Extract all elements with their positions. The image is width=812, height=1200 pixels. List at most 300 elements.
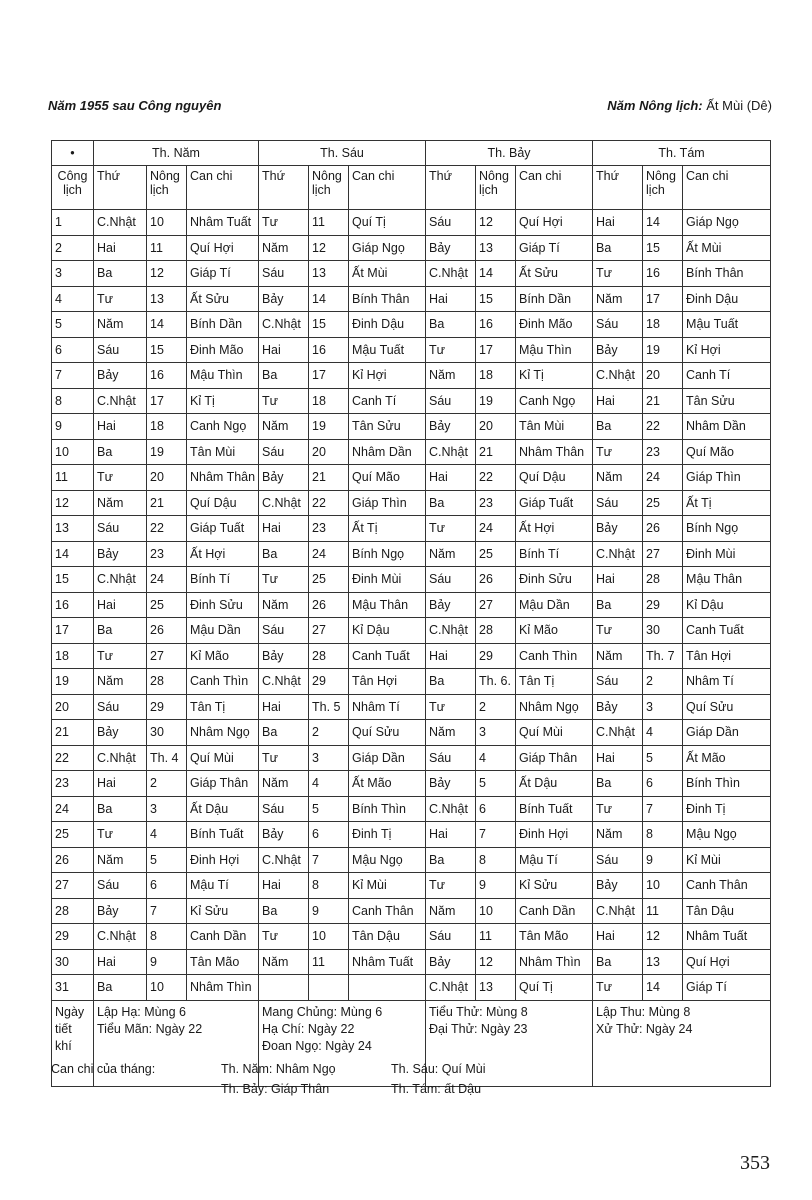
day-row <box>52 465 771 491</box>
weekday-cell: C.Nhật <box>593 363 643 389</box>
weekday-cell: Ba <box>259 541 309 567</box>
lunar-day-cell: 23 <box>643 439 683 465</box>
lunar-day-cell: 26 <box>147 618 187 644</box>
solar-day-cell: 6 <box>52 337 94 363</box>
lunar-day-cell: 29 <box>309 669 349 695</box>
lunar-day-cell: 3 <box>476 720 516 746</box>
day-row <box>52 567 771 593</box>
lunar-day-cell: 3 <box>309 745 349 771</box>
day-row <box>52 975 771 1001</box>
weekday-cell: Bảy <box>593 516 643 542</box>
lunar-day-cell: 23 <box>476 490 516 516</box>
canchi-cell: Tân Mùi <box>187 439 259 465</box>
month-header: Th. Tám <box>593 141 771 166</box>
solar-day-cell: 15 <box>52 567 94 593</box>
lunar-day-cell: 23 <box>309 516 349 542</box>
weekday-cell: Ba <box>94 796 147 822</box>
lunar-day-cell: 13 <box>476 235 516 261</box>
canchi-cell: Giáp Thìn <box>349 490 426 516</box>
canchi-cell: Kỉ Tị <box>516 363 593 389</box>
canchi-cell: Bính Dần <box>187 312 259 338</box>
lunar-day-cell: 10 <box>476 898 516 924</box>
col-header-lunar: Nông lịch <box>309 166 349 210</box>
weekday-cell: C.Nhật <box>94 210 147 236</box>
weekday-cell: Tư <box>94 822 147 848</box>
weekday-cell: Bảy <box>593 873 643 899</box>
canchi-cell: Bính Ngọ <box>683 516 771 542</box>
lunar-day-cell: 11 <box>309 949 349 975</box>
weekday-cell: Bảy <box>426 949 476 975</box>
col-header-weekday: Thứ <box>593 166 643 210</box>
page-number: 353 <box>740 1152 770 1174</box>
lunar-day-cell <box>309 975 349 1001</box>
lunar-day-cell: 28 <box>643 567 683 593</box>
weekday-cell: Năm <box>259 235 309 261</box>
solar-day-cell: 10 <box>52 439 94 465</box>
canchi-cell: Giáp Tuất <box>187 516 259 542</box>
canchi-cell: Bính Thân <box>683 261 771 287</box>
weekday-cell: Sáu <box>259 439 309 465</box>
weekday-cell: Năm <box>593 643 643 669</box>
day-row <box>52 949 771 975</box>
weekday-cell: Bảy <box>94 898 147 924</box>
month-header: Th. Sáu <box>259 141 426 166</box>
canchi-cell: Canh Thìn <box>187 669 259 695</box>
weekday-cell: Năm <box>94 847 147 873</box>
canchi-cell: Kỉ Hợi <box>683 337 771 363</box>
lunar-day-cell: 5 <box>147 847 187 873</box>
weekday-cell: Năm <box>94 669 147 695</box>
page-header <box>48 98 772 120</box>
canchi-cell: Giáp Dần <box>349 745 426 771</box>
weekday-cell <box>259 975 309 1001</box>
caption-item: Th. Năm: Nhâm Ngọ <box>221 1062 336 1076</box>
month-header: Th. Năm <box>94 141 259 166</box>
day-row <box>52 720 771 746</box>
lunar-day-cell: 10 <box>147 975 187 1001</box>
solar-term: Xử Thử: Ngày 24 <box>596 1021 693 1036</box>
month-header: Th. Bảy <box>426 141 593 166</box>
lunar-day-cell: 5 <box>643 745 683 771</box>
lunar-day-cell: Th. 4 <box>147 745 187 771</box>
solar-term: Mang Chủng: Mùng 6 <box>262 1004 383 1019</box>
solar-day-cell: 17 <box>52 618 94 644</box>
canchi-cell: Ất Mùi <box>683 235 771 261</box>
day-row <box>52 873 771 899</box>
solar-day-cell: 28 <box>52 898 94 924</box>
weekday-cell: Năm <box>426 898 476 924</box>
solar-term: Tiểu Thử: Mùng 8 <box>429 1004 528 1019</box>
weekday-cell: C.Nhật <box>426 975 476 1001</box>
lunar-day-cell: Th. 5 <box>309 694 349 720</box>
day-row <box>52 388 771 414</box>
solar-day-cell: 20 <box>52 694 94 720</box>
weekday-cell: Ba <box>94 439 147 465</box>
weekday-cell: Hai <box>259 516 309 542</box>
canchi-cell: Tân Dậu <box>349 924 426 950</box>
lunar-day-cell: 27 <box>147 643 187 669</box>
canchi-cell: Canh Dần <box>187 924 259 950</box>
weekday-cell: Bảy <box>259 643 309 669</box>
canchi-cell: Mậu Ngọ <box>349 847 426 873</box>
weekday-cell: Hai <box>593 745 643 771</box>
canchi-cell: Kỉ Hợi <box>349 363 426 389</box>
month-header-row <box>52 141 771 166</box>
lunar-day-cell: 12 <box>643 924 683 950</box>
weekday-cell: Ba <box>426 847 476 873</box>
caption-item: Th. Tám: ất Dậu <box>391 1082 482 1096</box>
canchi-cell: Bính Thân <box>349 286 426 312</box>
weekday-cell: Hai <box>593 388 643 414</box>
col-header-canchi: Can chi <box>349 166 426 210</box>
canchi-cell: Giáp Ngọ <box>349 235 426 261</box>
canchi-cell: Bính Ngọ <box>349 541 426 567</box>
canchi-cell: Mậu Dần <box>516 592 593 618</box>
weekday-cell: Ba <box>593 949 643 975</box>
solar-day-cell: 1 <box>52 210 94 236</box>
lunar-day-cell: 20 <box>643 363 683 389</box>
col-header-weekday: Thứ <box>94 166 147 210</box>
lunar-day-cell: 8 <box>643 822 683 848</box>
day-row <box>52 643 771 669</box>
canchi-cell: Ất Sửu <box>187 286 259 312</box>
lunar-day-cell: 10 <box>309 924 349 950</box>
canchi-cell: Quí Tị <box>516 975 593 1001</box>
weekday-cell: Tư <box>94 465 147 491</box>
weekday-cell: Hai <box>426 643 476 669</box>
caption-item: Th. Sáu: Quí Mùi <box>391 1062 486 1076</box>
lunar-day-cell: 8 <box>147 924 187 950</box>
lunar-day-cell: 6 <box>309 822 349 848</box>
canchi-cell: Nhâm Dần <box>683 414 771 440</box>
lunar-day-cell: 12 <box>147 261 187 287</box>
canchi-cell: Tân Hợi <box>683 643 771 669</box>
weekday-cell: Bảy <box>94 720 147 746</box>
solar-term: Đại Thử: Ngày 23 <box>429 1021 528 1036</box>
canchi-cell: Quí Dậu <box>187 490 259 516</box>
lunar-day-cell: 21 <box>476 439 516 465</box>
canchi-cell: Giáp Tuất <box>516 490 593 516</box>
lunar-day-cell: 7 <box>147 898 187 924</box>
solar-term: Hạ Chí: Ngày 22 <box>262 1021 355 1036</box>
col-header-solar: Công lịch <box>52 166 94 210</box>
weekday-cell: Ba <box>259 898 309 924</box>
lunar-day-cell: 27 <box>309 618 349 644</box>
canchi-cell: Giáp Thân <box>516 745 593 771</box>
lunar-day-cell: 7 <box>476 822 516 848</box>
lunar-day-cell: 16 <box>643 261 683 287</box>
canchi-cell: Mậu Tí <box>187 873 259 899</box>
solar-day-cell: 22 <box>52 745 94 771</box>
weekday-cell: Bảy <box>593 337 643 363</box>
lunar-day-cell: 14 <box>643 975 683 1001</box>
lunar-day-cell: 22 <box>309 490 349 516</box>
weekday-cell: Năm <box>426 541 476 567</box>
lunar-day-cell: 19 <box>476 388 516 414</box>
solar-day-cell: 19 <box>52 669 94 695</box>
solar-day-cell: 29 <box>52 924 94 950</box>
weekday-cell: Ba <box>426 490 476 516</box>
lunar-day-cell: 2 <box>476 694 516 720</box>
canchi-cell: Quí Hợi <box>187 235 259 261</box>
lunar-day-cell: 10 <box>643 873 683 899</box>
lunar-day-cell: 9 <box>147 949 187 975</box>
lunar-day-cell: 13 <box>476 975 516 1001</box>
col-header-canchi: Can chi <box>187 166 259 210</box>
canchi-cell: Canh Tuất <box>349 643 426 669</box>
weekday-cell: Sáu <box>426 210 476 236</box>
weekday-cell: Hai <box>426 822 476 848</box>
lunar-day-cell: 29 <box>147 694 187 720</box>
day-row <box>52 771 771 797</box>
canchi-cell: Quí Mùi <box>516 720 593 746</box>
lunar-day-cell: 29 <box>643 592 683 618</box>
weekday-cell: Hai <box>94 414 147 440</box>
weekday-cell: Ba <box>259 363 309 389</box>
canchi-cell: Bính Dần <box>516 286 593 312</box>
weekday-cell: Ba <box>259 720 309 746</box>
canchi-cell: Ất Mùi <box>349 261 426 287</box>
weekday-cell: Hai <box>426 465 476 491</box>
lunar-day-cell: 19 <box>147 439 187 465</box>
solar-day-cell: 4 <box>52 286 94 312</box>
day-row <box>52 796 771 822</box>
weekday-cell: Hai <box>259 873 309 899</box>
weekday-cell: Tư <box>259 745 309 771</box>
canchi-cell: Nhâm Tí <box>349 694 426 720</box>
lunar-day-cell: 30 <box>643 618 683 644</box>
canchi-cell: Canh Thân <box>683 873 771 899</box>
lunar-day-cell: 2 <box>309 720 349 746</box>
lunar-day-cell: 13 <box>147 286 187 312</box>
lunar-day-cell: 6 <box>147 873 187 899</box>
lunar-day-cell: 13 <box>309 261 349 287</box>
lunar-day-cell: 22 <box>147 516 187 542</box>
weekday-cell: Sáu <box>94 694 147 720</box>
lunar-day-cell: 17 <box>476 337 516 363</box>
lunar-day-cell: Th. 6. <box>476 669 516 695</box>
weekday-cell: Sáu <box>259 261 309 287</box>
weekday-cell: Hai <box>94 771 147 797</box>
day-row <box>52 618 771 644</box>
canchi-cell: Nhâm Tuất <box>187 210 259 236</box>
weekday-cell: Năm <box>259 771 309 797</box>
weekday-cell: C.Nhật <box>593 898 643 924</box>
canchi-cell: Tân Dậu <box>683 898 771 924</box>
weekday-cell: Sáu <box>259 796 309 822</box>
canchi-cell: Nhâm Thân <box>516 439 593 465</box>
day-row <box>52 822 771 848</box>
weekday-cell: Ba <box>94 618 147 644</box>
weekday-cell: Hai <box>94 949 147 975</box>
solar-term: Lập Thu: Mùng 8 <box>596 1004 691 1019</box>
canchi-cell: Mậu Thìn <box>516 337 593 363</box>
lunar-day-cell: 5 <box>476 771 516 797</box>
canchi-cell: Giáp Tí <box>516 235 593 261</box>
solar-day-cell: 16 <box>52 592 94 618</box>
caption-label: Can chi của tháng: <box>51 1062 156 1076</box>
col-header-lunar: Nông lịch <box>476 166 516 210</box>
weekday-cell: Sáu <box>593 847 643 873</box>
solar-day-cell: 27 <box>52 873 94 899</box>
lunar-day-cell: 2 <box>147 771 187 797</box>
canchi-cell: Giáp Tí <box>187 261 259 287</box>
lunar-day-cell: 3 <box>643 694 683 720</box>
canchi-cell: Kỉ Mão <box>516 618 593 644</box>
weekday-cell: Ba <box>593 592 643 618</box>
weekday-cell: Sáu <box>94 516 147 542</box>
canchi-cell: Quí Hợi <box>683 949 771 975</box>
weekday-cell: C.Nhật <box>94 924 147 950</box>
canchi-cell: Nhâm Tí <box>683 669 771 695</box>
weekday-cell: C.Nhật <box>94 745 147 771</box>
solar-term: Lập Hạ: Mùng 6 <box>97 1004 186 1019</box>
lunar-day-cell: 25 <box>476 541 516 567</box>
canchi-cell: Kỉ Mùi <box>349 873 426 899</box>
lunar-day-cell: 18 <box>147 414 187 440</box>
lunar-day-cell: 14 <box>643 210 683 236</box>
lunar-day-cell: 8 <box>476 847 516 873</box>
weekday-cell: Năm <box>259 949 309 975</box>
weekday-cell: Hai <box>593 567 643 593</box>
day-row <box>52 490 771 516</box>
lunar-day-cell: 27 <box>643 541 683 567</box>
day-row <box>52 439 771 465</box>
lunar-day-cell: 19 <box>309 414 349 440</box>
solar-day-cell: 12 <box>52 490 94 516</box>
lunar-day-cell: 18 <box>643 312 683 338</box>
canchi-cell: Ất Hợi <box>187 541 259 567</box>
canchi-cell: Canh Tí <box>683 363 771 389</box>
weekday-cell: C.Nhật <box>94 388 147 414</box>
lunar-day-cell: 4 <box>309 771 349 797</box>
canchi-cell: Nhâm Ngọ <box>516 694 593 720</box>
solar-day-cell: 13 <box>52 516 94 542</box>
weekday-cell: Ba <box>593 414 643 440</box>
weekday-cell: C.Nhật <box>426 261 476 287</box>
weekday-cell: Năm <box>259 414 309 440</box>
lunar-day-cell: 21 <box>309 465 349 491</box>
canchi-cell: Nhâm Dần <box>349 439 426 465</box>
canchi-cell: Kỉ Mão <box>187 643 259 669</box>
day-row <box>52 414 771 440</box>
lunar-day-cell: 17 <box>309 363 349 389</box>
weekday-cell: Bảy <box>426 235 476 261</box>
canchi-cell <box>349 975 426 1001</box>
lunar-day-cell: 28 <box>476 618 516 644</box>
lunar-day-cell: 14 <box>476 261 516 287</box>
lunar-day-cell: 6 <box>643 771 683 797</box>
lunar-day-cell: 25 <box>309 567 349 593</box>
canchi-cell: Kỉ Sửu <box>516 873 593 899</box>
lunar-day-cell: 22 <box>476 465 516 491</box>
canchi-cell: Bính Tuất <box>516 796 593 822</box>
lunar-day-cell: 6 <box>476 796 516 822</box>
weekday-cell: Năm <box>593 465 643 491</box>
weekday-cell: Năm <box>593 822 643 848</box>
canchi-cell: Đinh Sửu <box>187 592 259 618</box>
weekday-cell: Năm <box>593 286 643 312</box>
canchi-cell: Ất Tị <box>683 490 771 516</box>
lunar-day-cell: 11 <box>309 210 349 236</box>
lunar-day-cell: 2 <box>643 669 683 695</box>
canchi-cell: Quí Mùi <box>187 745 259 771</box>
weekday-cell: Bảy <box>426 414 476 440</box>
lunar-day-cell: 5 <box>309 796 349 822</box>
day-row <box>52 516 771 542</box>
lunar-day-cell: 24 <box>309 541 349 567</box>
lunar-day-cell: 29 <box>476 643 516 669</box>
canchi-cell: Tân Sửu <box>683 388 771 414</box>
canchi-cell: Quí Tị <box>349 210 426 236</box>
weekday-cell: Ba <box>593 771 643 797</box>
day-row <box>52 286 771 312</box>
lunar-year-value: Ất Mùi (Dê) <box>706 98 772 113</box>
solar-day-cell: 3 <box>52 261 94 287</box>
day-row <box>52 261 771 287</box>
canchi-cell: Bính Tuất <box>187 822 259 848</box>
day-row <box>52 363 771 389</box>
day-row <box>52 337 771 363</box>
solar-day-cell: 30 <box>52 949 94 975</box>
canchi-cell: Nhâm Thân <box>187 465 259 491</box>
canchi-cell: Canh Ngọ <box>187 414 259 440</box>
lunar-day-cell: 18 <box>309 388 349 414</box>
weekday-cell: Sáu <box>426 388 476 414</box>
weekday-cell: C.Nhật <box>259 847 309 873</box>
canchi-cell: Giáp Ngọ <box>683 210 771 236</box>
weekday-cell: Năm <box>426 720 476 746</box>
weekday-cell: C.Nhật <box>593 541 643 567</box>
lunar-day-cell: 27 <box>476 592 516 618</box>
canchi-cell: Mậu Thìn <box>187 363 259 389</box>
caption-item: Th. Bảy: Giáp Thân <box>221 1082 330 1096</box>
lunar-day-cell: 7 <box>309 847 349 873</box>
weekday-cell: Năm <box>94 490 147 516</box>
lunar-day-cell: 9 <box>476 873 516 899</box>
weekday-cell: Tư <box>426 516 476 542</box>
canchi-cell: Giáp Thìn <box>683 465 771 491</box>
canchi-cell: Đinh Mùi <box>349 567 426 593</box>
solar-day-cell: 26 <box>52 847 94 873</box>
weekday-cell: Bảy <box>593 694 643 720</box>
canchi-cell: Tân Sửu <box>349 414 426 440</box>
solar-day-cell: 21 <box>52 720 94 746</box>
weekday-cell: Sáu <box>94 337 147 363</box>
canchi-cell: Quí Hợi <box>516 210 593 236</box>
canchi-cell: Bính Thìn <box>683 771 771 797</box>
lunar-day-cell: 8 <box>309 873 349 899</box>
canchi-cell: Quí Sửu <box>683 694 771 720</box>
canchi-cell: Đinh Tị <box>683 796 771 822</box>
solar-day-cell: 8 <box>52 388 94 414</box>
canchi-cell: Ất Mão <box>683 745 771 771</box>
lunar-day-cell: 15 <box>476 286 516 312</box>
weekday-cell: C.Nhật <box>426 796 476 822</box>
lunar-day-cell: 9 <box>643 847 683 873</box>
canchi-cell: Mậu Tuất <box>349 337 426 363</box>
lunar-day-cell: 4 <box>476 745 516 771</box>
canchi-cell: Canh Thân <box>349 898 426 924</box>
canchi-cell: Đinh Tị <box>349 822 426 848</box>
solar-day-cell: 9 <box>52 414 94 440</box>
canchi-cell: Ất Hợi <box>516 516 593 542</box>
lunar-day-cell: 22 <box>643 414 683 440</box>
weekday-cell: Tư <box>426 873 476 899</box>
weekday-cell: Ba <box>593 235 643 261</box>
weekday-cell: Sáu <box>593 490 643 516</box>
lunar-day-cell: 26 <box>476 567 516 593</box>
